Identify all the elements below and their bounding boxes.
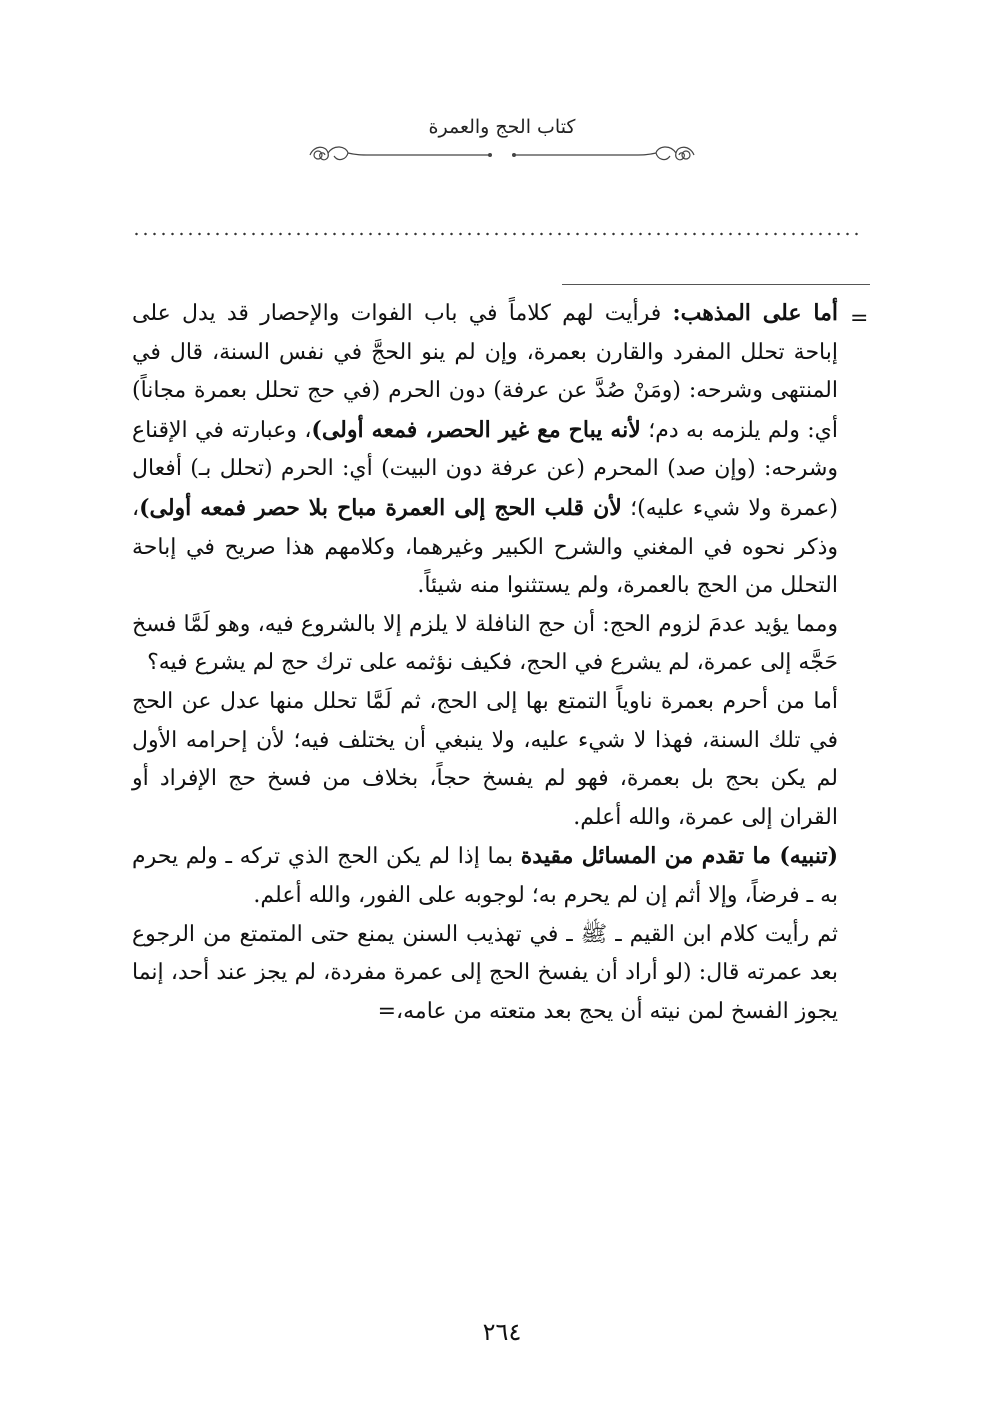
text-segment: ، وعبارته في الإقناع وشرحه: (وإن صد) المحرم (عن عرفة دون البيت) أي: الحرم (تحلل بـ) أفعال (عمرة ولا شيء عليه)؛ — [132, 417, 838, 521]
text-segment: ومما يؤيد عدمَ لزوم الحج: أن حج النافلة لا يلزم إلا بالشروع فيه، وهو لَمَّا فسخ حَجَّه إلى عمرة، لم يشرع في الحج، فكيف نؤثمه على ترك حج لم يشرع فيه؟ — [132, 611, 838, 676]
footnote-paragraph — [132, 606, 838, 683]
text-segment: بما إذا لم يكن الحج الذي تركه ـ ولم يحرم به ـ فرضاً، وإلا أثم إن لم يحرم به؛ لوجوبه على الفور، والله أعلم. — [132, 844, 838, 908]
footnote-paragraph — [132, 683, 838, 837]
footnote-paragraph — [132, 294, 838, 606]
footnote-rule — [562, 284, 870, 285]
running-title: كتاب الحج والعمرة — [428, 116, 576, 138]
bold-text-segment: (تنبيه) ما تقدم من المسائل مقيدة — [520, 843, 838, 870]
text-segment: فرأيت لهم كلاماً في باب الفوات والإحصار قد يدل على إباحة تحلل المفرد والقارن بعمرة، وإن لم ينو الحجَّ في نفس السنة، قال في المنتهى وشرحه: (ومَنْ صُدَّ عن عرفة) دون الحرم (في حج تحلل بعمرة مجاناً) أي: ولم يلزمه به دم؛ — [132, 301, 838, 443]
page-number: ٢٦٤ — [482, 1318, 522, 1346]
running-header — [0, 108, 1004, 178]
footnote-text — [132, 294, 838, 1031]
footnote-paragraph — [132, 916, 838, 1032]
bold-text-segment: أما على المذهب: — [672, 300, 838, 326]
decorative-ornament-icon — [300, 140, 704, 170]
footnote-paragraph — [132, 837, 838, 915]
text-segment: أما من أحرم بعمرة ناوياً التمتع بها إلى الحج، ثم لَمَّا تحلل منها عدل عن الحج في تلك السنة، فهذا لا شيء عليه، ولا ينبغي أن يختلف فيه؛ لأن إحرامه الأول لم يكن بحج بل بعمرة، فهو لم يفسخ حجاً، بخلاف من فسخ حج الإفراد أو القران إلى عمرة، والله أعلم. — [132, 688, 838, 830]
bold-text-segment: لأنه يباح مع غير الحصر، فمعه أولى) — [311, 416, 641, 443]
bold-text-segment: لأن قلب الحج إلى العمرة مباح بلا حصر فمعه أولى) — [139, 494, 622, 521]
text-segment: ، وذكر نحوه في المغني والشرح الكبير وغيرهما، وكلامهم هذا صريح في إباحة التحلل من الحج بالعمرة، ولم يستثنوا منه شيئاً. — [132, 495, 838, 599]
dotted-separator — [132, 228, 860, 240]
text-segment: ثم رأيت كلام ابن القيم ـ ﷺ ـ في تهذيب السنن يمنع حتى المتمتع من الرجوع بعد عمرته قال: (لو أراد أن يفسخ الحج إلى عمرة مفردة، لم يجز عند أحد، إنما يجوز الفسخ لمن نيته أن يحج بعد متعته من عامه،= — [132, 921, 838, 1024]
continuation-mark: = — [850, 306, 869, 331]
